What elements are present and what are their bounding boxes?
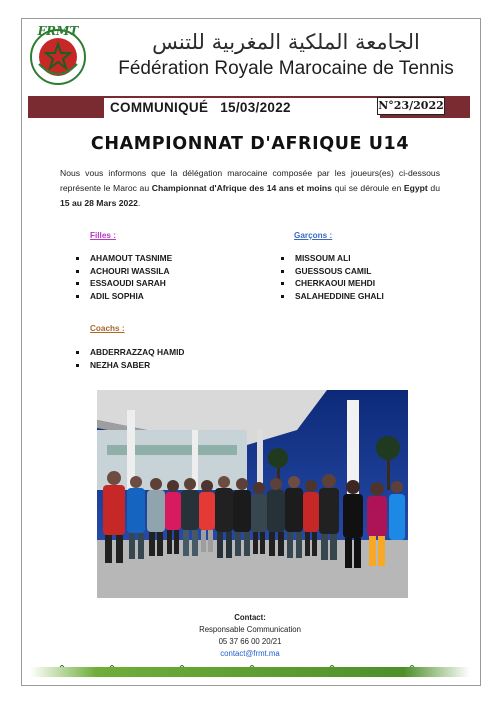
contact-block (100, 612, 400, 660)
logo-text: FRMT (37, 24, 79, 38)
intro-bold1: Championnat d'Afrique des 14 ans et moins (151, 183, 332, 193)
coachs-label: Coachs : (90, 324, 125, 333)
intro-part2: qui se déroule en (331, 183, 404, 193)
list-item: GUESSOUS CAMIL (281, 265, 384, 278)
garcons-label: Garçons : (294, 231, 333, 240)
list-item: MISSOUM ALI (281, 252, 384, 265)
communique-label: COMMUNIQUÉ (110, 100, 209, 115)
list-item: AHAMOUT TASNIME (76, 252, 172, 265)
coachs-list (76, 346, 184, 371)
title-arabic: الجامعة الملكية المغربية للتنس (152, 30, 420, 54)
list-item: ESSAOUDI SARAH (76, 277, 172, 290)
intro-paragraph (60, 166, 440, 211)
filles-list (76, 252, 172, 302)
contact-phone: 05 37 66 00 20/21 (218, 637, 282, 646)
intro-part1: Nous vous informons que la délégation marocaine composée par les joueurs(es) ci-dessous représente le Maroc au (60, 168, 440, 193)
intro-bold3: 15 au 28 Mars 2022 (60, 198, 138, 208)
team-photo (97, 390, 408, 598)
headline: CHAMPIONNAT D'AFRIQUE U14 (90, 134, 410, 154)
communique-number: N°23/2022 (377, 97, 445, 115)
list-item: ADIL SOPHIA (76, 290, 172, 303)
communique-date: 15/03/2022 (220, 100, 291, 115)
list-item: CHERKAOUI MEHDI (281, 277, 384, 290)
list-item: ACHOURI WASSILA (76, 265, 172, 278)
title-french: Fédération Royale Marocaine de Tennis (118, 58, 454, 79)
filles-label: Filles : (90, 231, 116, 240)
intro-part4: . (137, 198, 141, 208)
list-item: ABDERRAZZAQ HAMID (76, 346, 184, 359)
list-item: NEZHA SABER (76, 359, 184, 372)
grass-footer (30, 664, 470, 676)
list-item: SALAHEDDINE GHALI (281, 290, 384, 303)
contact-title: Contact: (234, 613, 266, 622)
contact-email-link[interactable]: contact@frmt.ma (220, 649, 280, 658)
contact-role: Responsable Communication (199, 625, 301, 634)
frmt-logo (27, 24, 89, 86)
communique-heading (110, 98, 370, 118)
intro-bold2: Egypt (403, 183, 428, 193)
intro-part3: du (427, 183, 440, 193)
garcons-list (281, 252, 384, 302)
